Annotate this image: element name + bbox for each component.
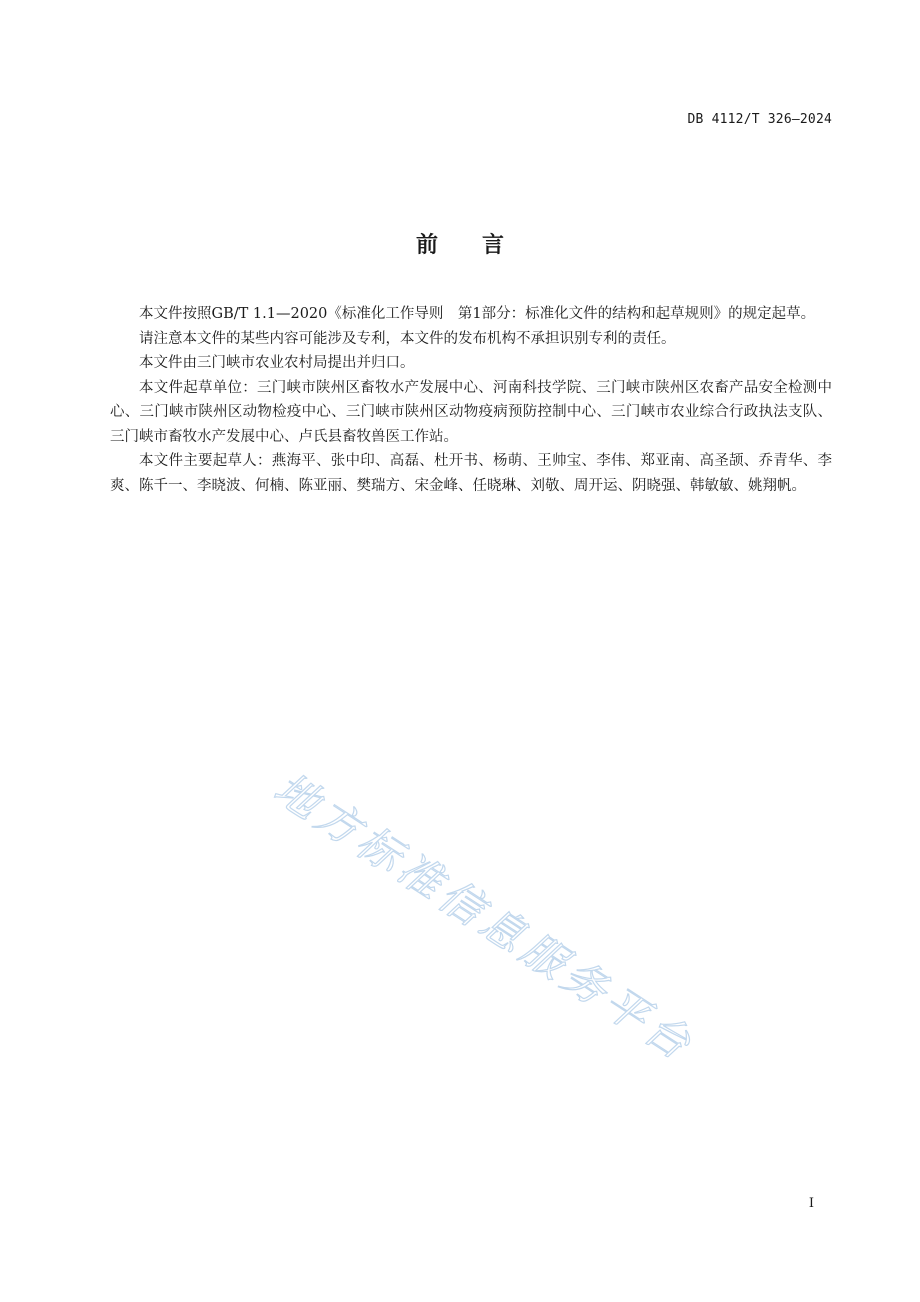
foreword-body [110, 302, 832, 498]
paragraph-drafters: 本文件主要起草人：燕海平、张中印、高磊、杜开书、杨萌、王帅宝、李伟、郑亚南、高圣颉、乔青华、李爽、陈千一、李晓波、何楠、陈亚丽、樊瑞方、宋金峰、任晓琳、刘敬、周开运、阴晓强、韩敏敏、姚翔帆。 [110, 453, 832, 494]
paragraph-proposer: 本文件由三门峡市农业农村局提出并归口。 [139, 355, 415, 371]
watermark: 地方标准信息服务平台 [265, 763, 704, 1073]
paragraph-patent-notice: 请注意本文件的某些内容可能涉及专利，本文件的发布机构不承担识别专利的责任。 [139, 330, 676, 347]
paragraph-drafting-basis: 本文件按照GB/T 1.1—2020《标准化工作导则 第1部分：标准化文件的结构和起草规则》的规定起草。 [139, 306, 816, 322]
section-title: 前言 [415, 233, 548, 258]
paragraph-drafting-units: 本文件起草单位：三门峡市陕州区畜牧水产发展中心、河南科技学院、三门峡市陕州区农畜产品安全检测中心、三门峡市陕州区动物检疫中心、三门峡市陕州区动物疫病预防控制中心、三门峡市农业综合行政执法支队、三门峡市畜牧水产发展中心、卢氏县畜牧兽医工作站。 [110, 379, 832, 445]
page-number: I [808, 1196, 814, 1211]
standard-code: DB 4112/T 326—2024 [687, 112, 832, 127]
